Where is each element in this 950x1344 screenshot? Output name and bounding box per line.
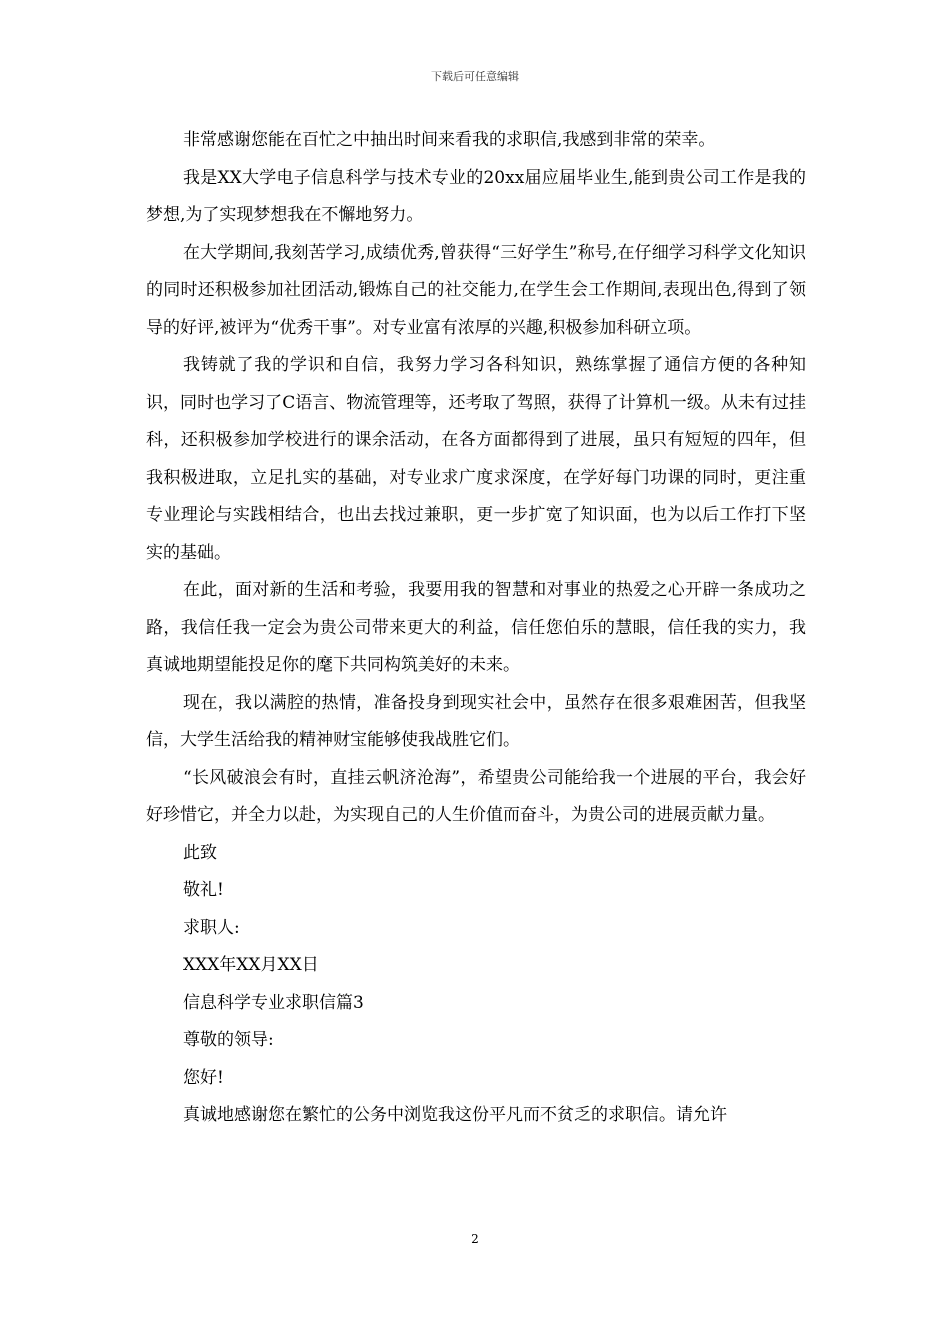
paragraph: 真诚地感谢您在繁忙的公务中浏览我这份平凡而不贫乏的求职信。请允许 xyxy=(183,1105,727,1125)
paragraph: 非常感谢您能在百忙之中抽出时间来看我的求职信,我感到非常的荣幸。 xyxy=(183,130,716,150)
closing-line: 此致 xyxy=(183,842,217,863)
paragraph: 在此，面对新的生活和考验，我要用我的智慧和对事业的热爱之心开辟一条成功之路，我信任我一定会为贵公司带来更大的利益，信任您伯乐的慧眼，信任我的实力，我真诚地期望能投足你的麾下共同构筑美好的未来。 xyxy=(146,580,806,675)
paragraph: “长风破浪会有时，直挂云帆济沧海”，希望贵公司能给我一个进展的平台，我会好好珍惜它，并全力以赴，为实现自己的人生价值而奋斗，为贵公司的进展贡献力量。 xyxy=(146,767,806,825)
paragraph: 我铸就了我的学识和自信，我努力学习各科知识，熟练掌握了通信方便的各种知识，同时也学习了C语言、物流管理等，还考取了驾照，获得了计算机一级。从未有过挂科，还积极参加学校进行的课余活动，在各方面都得到了进展，虽只有短短的四年，但我积极进取，立足扎实的基础，对专业求广度求深度，在学好每门功课的同时，更注重专业理论与实践相结合，也出去找过兼职，更一步扩宽了知识面，也为以后工作打下坚实的基础。 xyxy=(146,355,806,563)
letter-body xyxy=(146,122,806,1135)
applicant-label: 求职人: xyxy=(183,917,240,938)
paragraph: 在大学期间,我刻苦学习,成绩优秀,曾获得“三好学生”称号,在仔细学习科学文化知识的同时还积极参加社团活动,锻炼自己的社交能力,在学生会工作期间,表现出色,得到了领导的好评,被评为“优秀干事”。对专业富有浓厚的兴趣,积极参加科研立项。 xyxy=(146,242,806,338)
paragraph: 现在，我以满腔的热情，准备投身到现实社会中，虽然存在很多艰难困苦，但我坚信，大学生活给我的精神财宝能够使我战胜它们。 xyxy=(146,692,806,750)
page-number: 2 xyxy=(471,1232,479,1246)
section-title: 信息科学专业求职信篇3 xyxy=(183,992,364,1013)
salutation: 尊敬的领导: xyxy=(183,1030,274,1050)
closing-salute: 敬礼! xyxy=(183,880,224,900)
date-line: XXX年XX月XX日 xyxy=(183,955,319,975)
page-header: 下载后可任意编辑 xyxy=(431,70,519,83)
greeting: 您好! xyxy=(183,1067,224,1088)
paragraph: 我是XX大学电子信息科学与技术专业的20xx届应届毕业生,能到贵公司工作是我的梦想,为了实现梦想我在不懈地努力。 xyxy=(146,167,806,225)
